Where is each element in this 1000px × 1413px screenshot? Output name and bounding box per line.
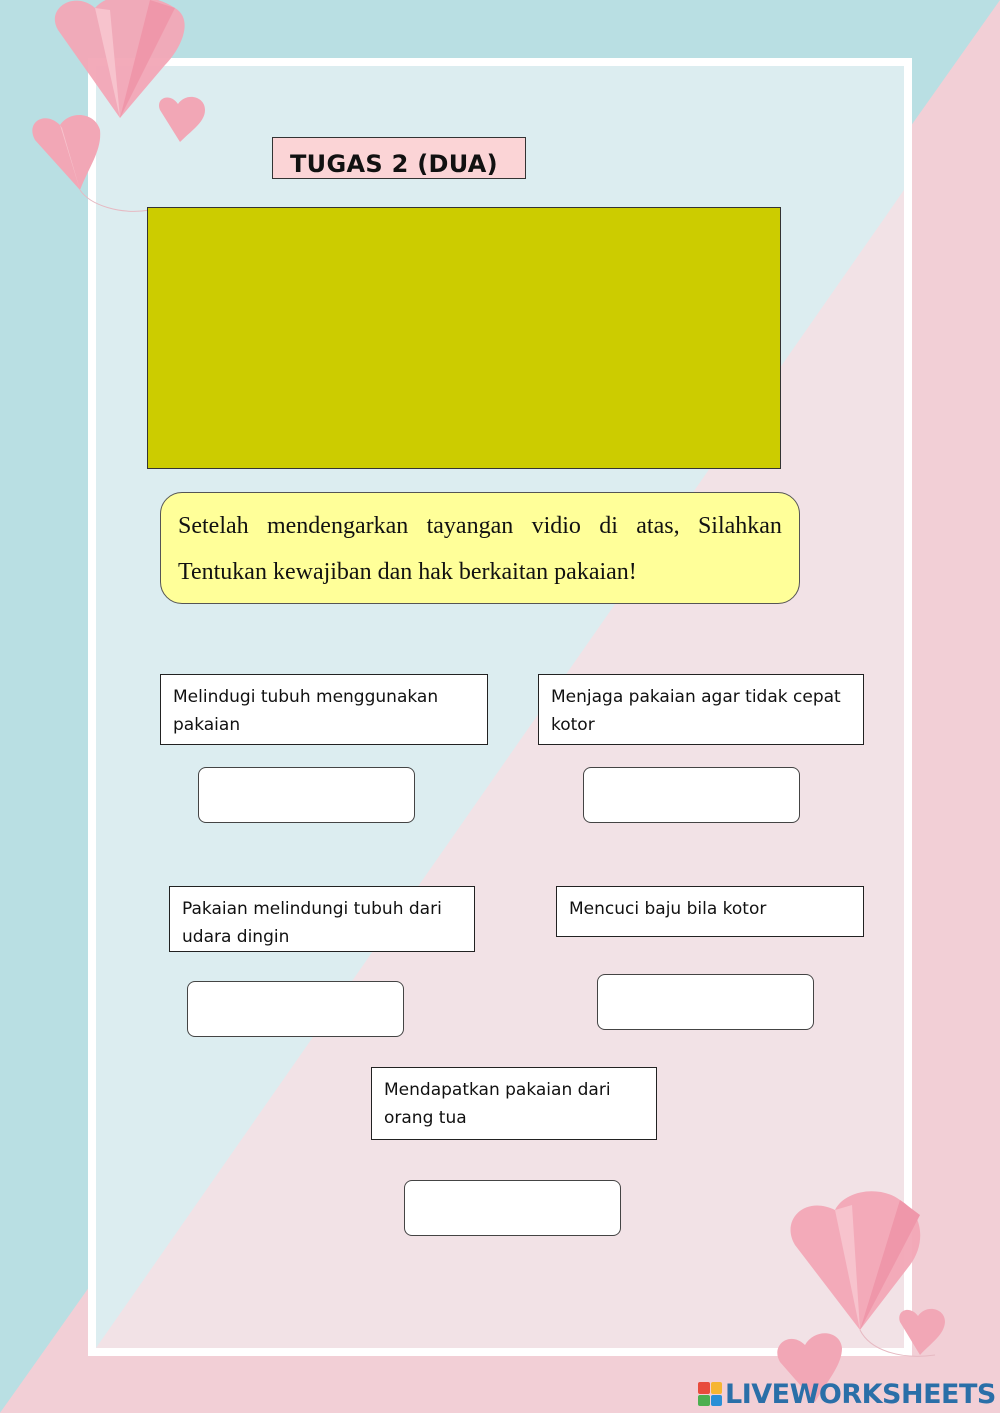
heart-kite-decoration [0, 0, 230, 230]
statement-card-4: Mencuci baju bila kotor [556, 886, 864, 937]
instruction-line-2: Tentukan kewajiban dan hak berkaitan pakaian! [178, 559, 637, 585]
instruction-word: atas, [636, 513, 680, 539]
instruction-word: di [599, 513, 618, 539]
heart-icon [32, 115, 100, 190]
page-title: TUGAS 2 (DUA) [290, 150, 498, 178]
video-placeholder[interactable] [147, 207, 781, 469]
brand-name: LIVEWORKSHEETS [725, 1378, 996, 1410]
answer-input-5[interactable] [404, 1180, 621, 1236]
answer-input-1[interactable] [198, 767, 415, 823]
heart-icon [159, 97, 205, 142]
liveworksheets-logo-icon [698, 1382, 722, 1406]
answer-input-2[interactable] [583, 767, 800, 823]
instruction-word: vidio [531, 513, 581, 539]
statement-card-2: Menjaga pakaian agar tidak cepat kotor [538, 674, 864, 745]
liveworksheets-brand[interactable] [698, 1378, 996, 1410]
statement-card-3: Pakaian melindungi tubuh dari udara dingin [169, 886, 475, 952]
instruction-word: tayangan [426, 513, 514, 539]
statement-card-5: Mendapatkan pakaian dari orang tua [371, 1067, 657, 1140]
instruction-word: mendengarkan [266, 513, 409, 539]
heart-kite-icon [791, 1191, 921, 1330]
instruction-word: Setelah [178, 513, 249, 539]
heart-icon [899, 1309, 945, 1355]
answer-input-4[interactable] [597, 974, 814, 1030]
title-box [272, 137, 526, 179]
instruction-box [160, 492, 800, 604]
answer-input-3[interactable] [187, 981, 404, 1037]
statement-card-1: Melindugi tubuh menggunakan pakaian [160, 674, 488, 745]
instruction-word: Silahkan [697, 513, 782, 539]
instruction-line-1 [178, 503, 782, 549]
